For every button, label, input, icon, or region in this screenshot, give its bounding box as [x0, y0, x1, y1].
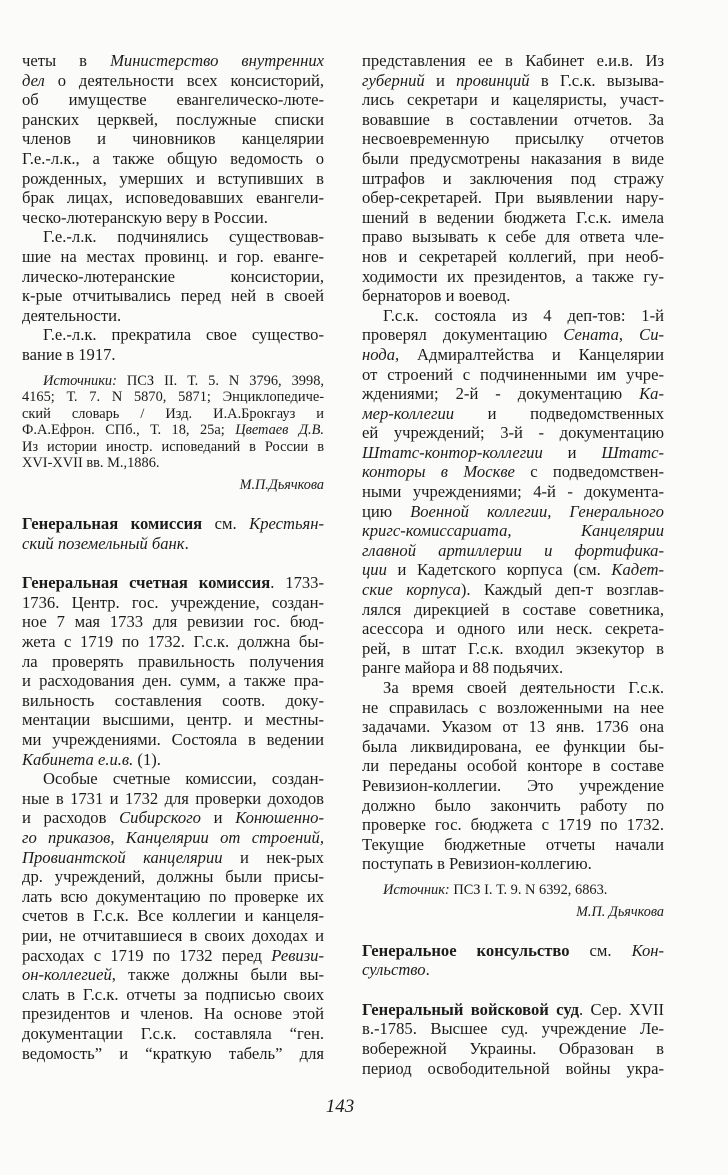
text: к-рые отчитывались перед ней в своей: [22, 286, 324, 306]
text: ,: [110, 827, 126, 847]
text-line: [22, 867, 324, 887]
text: обер-секретарей. При выявлении нару-: [362, 188, 664, 208]
text: бернаторов и воевод.: [362, 286, 511, 306]
text-line: [362, 365, 664, 385]
text-line: [22, 208, 324, 228]
sources-note: [22, 373, 324, 473]
text-line: [22, 946, 324, 966]
text-line: [22, 789, 324, 809]
text-line: [362, 903, 664, 921]
text: лись секретари и кацеляристы, участ-: [362, 90, 664, 110]
text-line: [362, 717, 664, 737]
text: . Сер. XVII: [578, 999, 664, 1019]
text: и расходования ден. сумм, а также пра-: [22, 671, 324, 691]
text-line: [22, 476, 324, 494]
text-line: [362, 882, 664, 899]
text-line: [362, 678, 664, 698]
paragraph: [22, 51, 324, 227]
text-line: [362, 658, 664, 678]
text-line: [362, 756, 664, 776]
text: XVI-XVII вв. М.,1886.: [22, 455, 160, 472]
text-line: [362, 188, 664, 208]
italic-text: Конюшенно-: [235, 808, 324, 828]
italic-text: ские корпуса: [362, 580, 461, 600]
text: об имуществе евангелическо-люте-: [22, 90, 324, 110]
italic-text: кригс-комиссариата,: [362, 521, 512, 541]
text-line: [362, 835, 664, 855]
text: президентов и членов. На основе этой: [22, 1004, 324, 1024]
text: период освободительной войны укра-: [362, 1058, 664, 1078]
author-signature: [22, 476, 324, 494]
text: ческо-лютеранскую веру в России.: [22, 207, 268, 227]
text: вильность составления соотв. доку-: [22, 690, 324, 710]
text-line: [22, 90, 324, 110]
text: вовавшие в составлении отчетов. За: [362, 109, 664, 129]
text-line: [362, 71, 664, 91]
entry-headword: Генеральное консульство: [362, 940, 570, 960]
text: 1736. Центр. гос. учреждение, создан-: [22, 592, 324, 612]
text-line: [362, 1059, 664, 1079]
text: жета с 1719 по 1732. Г.с.к. должна бы-: [22, 632, 324, 652]
text: ли переданы особой конторе в составе: [362, 756, 664, 776]
text-line: [22, 1044, 324, 1064]
text: см.: [569, 940, 632, 960]
italic-text: Кон-: [631, 940, 664, 960]
paragraph: [22, 769, 324, 1063]
text: Г.е.-л.к., а также общую ведомость о: [22, 148, 324, 168]
text: ла проверять правильность получения: [22, 651, 324, 671]
text-line: [22, 110, 324, 130]
text-line: [22, 534, 324, 554]
text-line: [22, 345, 324, 365]
text-line: [22, 632, 324, 652]
text: ждениями; 2-й - документацию: [362, 384, 640, 404]
text: представления ее в Кабинет е.и.в. Из: [362, 51, 664, 70]
text-line: [362, 51, 664, 71]
text-line: [362, 423, 664, 443]
text: (1).: [133, 749, 161, 769]
text: рей, в штат Г.с.к. входил экзекутор в: [362, 638, 664, 658]
text: .: [184, 533, 189, 553]
text: расходах с 1719 по 1732 перед: [22, 945, 272, 965]
left-column: [22, 51, 324, 1063]
italic-text: нода: [362, 344, 396, 364]
text-line: [362, 541, 664, 561]
text: и: [200, 808, 236, 828]
text-line: [22, 422, 324, 439]
text-line: [362, 345, 664, 365]
text: Ф.А.Ефрон. СПб., Т. 18, 25а;: [22, 422, 236, 439]
text: др. учреждений, должны были присы-: [22, 867, 324, 887]
text: Г.е.-л.к. подчинялись существовав-: [43, 227, 324, 247]
text-line: [22, 750, 324, 770]
text: ранских церквей, послужные списки: [22, 109, 324, 129]
text: несвоевременную присылку отчетов: [362, 129, 664, 149]
text: и: [542, 442, 602, 462]
text-line: [22, 710, 324, 730]
text: ходимости их президентов, а также гу-: [362, 266, 664, 286]
text-line: [362, 149, 664, 169]
text: штрафов и заключения под стражу: [362, 168, 664, 188]
italic-text: Кабинета е.и.в.: [22, 749, 134, 769]
dictionary-entry: [22, 514, 324, 553]
text: вание в 1917.: [22, 344, 116, 364]
italic-text: Источник:: [383, 881, 450, 898]
text-line: [362, 854, 664, 874]
text-line: [22, 1004, 324, 1024]
text-line: [22, 389, 324, 406]
text-line: [22, 71, 324, 91]
text-line: [22, 51, 324, 71]
text: в Г.с.к. вызыва-: [529, 70, 664, 90]
text-line: [22, 227, 324, 247]
text-line: [22, 573, 324, 593]
italic-text: Штатс-контор-коллегии: [362, 442, 543, 462]
text: рожденных, умерших и вступивших в: [22, 168, 324, 188]
text-line: [362, 521, 664, 541]
text: и подведомственных: [454, 403, 664, 423]
text-line: [22, 267, 324, 287]
italic-text: Провиантской канцелярии: [22, 847, 223, 867]
text-line: [362, 639, 664, 659]
text: ПСЗ I. Т. 9. N 6392, 6863.: [449, 881, 608, 898]
text-line: [362, 404, 664, 424]
text: счетов в Г.с.к. Все коллегии и канцеля-: [22, 906, 324, 926]
text: лать всю документацию по проверке их: [22, 886, 324, 906]
text: М.П. Дьячкова: [576, 903, 664, 920]
text: была ликвидирована, ее функции бы-: [362, 736, 664, 756]
text-line: [22, 887, 324, 907]
italic-text: губерний: [362, 70, 425, 90]
text: ский словарь / Изд. И.А.Брокгауз и: [22, 405, 324, 422]
page-number: 143: [325, 1096, 355, 1117]
text-line: [362, 560, 664, 580]
text: и: [424, 70, 457, 90]
text-line: [362, 1000, 664, 1020]
text-line: [362, 776, 664, 796]
text-line: [362, 247, 664, 267]
text: ными учреждениями; 4-й - документа-: [362, 482, 664, 502]
text: о деятельности всех консисторий,: [44, 70, 324, 90]
text: брак лицах, исповедовавших евангели-: [22, 188, 324, 208]
italic-text: Министерство внутренних: [110, 51, 324, 70]
text-line: [362, 580, 664, 600]
text-line: [22, 906, 324, 926]
italic-text: мер-коллегии: [362, 403, 455, 423]
text-line: [362, 306, 664, 326]
text: ми учреждениями. Состояла в ведении: [22, 730, 324, 749]
italic-text: провинций: [456, 70, 530, 90]
author-signature: [362, 903, 664, 921]
italic-text: Военной коллегии, Генерального: [410, 501, 664, 521]
text: .: [425, 960, 430, 980]
italic-text: Кадет-: [611, 560, 664, 580]
italic-text: Си-: [639, 325, 664, 345]
text-line: [22, 325, 324, 345]
text: шие на местах провинц. и гор. еванге-: [22, 246, 324, 266]
text: вобережной Украины. Образован в: [362, 1038, 664, 1058]
italic-text: ский поземельный банк: [22, 533, 185, 553]
text-line: [22, 652, 324, 672]
text-line: [22, 169, 324, 189]
text: право вызывать к себе для ответа чле-: [362, 227, 664, 247]
italic-text: Канцелярии: [580, 521, 664, 541]
text-line: [362, 941, 664, 961]
text: Ревизион-коллегии. Это учреждение: [362, 775, 664, 795]
text-line: [22, 439, 324, 456]
text-line: [362, 698, 664, 718]
text: асессора и одного или неск. секрета-: [362, 619, 664, 639]
text-line: [22, 848, 324, 868]
text-line: [362, 462, 664, 482]
text: от строений с подчиненными им учре-: [362, 364, 664, 384]
text-line: [22, 129, 324, 149]
italic-text: дел: [22, 70, 45, 90]
text: ). Каждый деп-т возглав-: [460, 580, 664, 600]
text-line: [362, 960, 664, 980]
text-line: [22, 149, 324, 169]
text: , также должны были вы-: [111, 965, 324, 985]
sources-note: [362, 882, 664, 899]
text: были предусмотрены наказания в виде: [362, 148, 664, 168]
text: и нек-рых: [222, 847, 324, 867]
text: Из истории иностр. исповеданий в России в: [22, 438, 324, 455]
text: членов и чиновников канцелярии: [22, 129, 324, 149]
text-line: [22, 965, 324, 985]
text: [512, 521, 581, 540]
italic-text: го приказов: [22, 827, 111, 847]
text: должно было закончить работу по: [362, 795, 664, 815]
text: ные в 1731 и 1732 для проверки доходов: [22, 788, 324, 808]
text-line: [22, 1024, 324, 1044]
text: слать в Г.с.к. отчеты за подписью своих: [22, 984, 324, 1004]
italic-text: Сената: [563, 325, 619, 345]
text-line: [362, 267, 664, 287]
text-line: [22, 985, 324, 1005]
italic-text: Цветаев Д.В.: [235, 422, 324, 439]
text: поступать в Ревизион-коллегию.: [362, 854, 592, 874]
text-line: [22, 188, 324, 208]
text: четы в: [22, 51, 111, 70]
text: проверял документацию: [362, 325, 564, 345]
right-column: [362, 51, 664, 1078]
text-line: [22, 926, 324, 946]
paragraph: [362, 51, 664, 306]
text: ментации высшими, центр. и местны-: [22, 710, 324, 730]
italic-text: сульство: [362, 960, 426, 980]
text-line: [362, 286, 664, 306]
text-line: [22, 808, 324, 828]
paragraph: [362, 678, 664, 874]
text-line: [22, 306, 324, 326]
text-line: [22, 612, 324, 632]
text: деятельности.: [22, 305, 122, 325]
text-line: [362, 600, 664, 620]
text: цию: [362, 501, 411, 521]
text-line: [22, 455, 324, 472]
text: Г.е.-л.к. прекратила свое существо-: [43, 325, 324, 345]
text-line: [362, 1019, 664, 1039]
dictionary-entry: [362, 941, 664, 980]
text: шений в ведении бюджета Г.с.к. имела: [362, 207, 664, 227]
text: ранге майора и 88 подьячих.: [362, 658, 564, 678]
text-line: [362, 1039, 664, 1059]
text-line: [22, 514, 324, 534]
text-line: [362, 737, 664, 757]
text-line: [22, 671, 324, 691]
text-line: [22, 373, 324, 390]
text-line: [362, 90, 664, 110]
italic-text: он-коллегией: [22, 965, 112, 985]
text: задачами. Указом от 13 янв. 1736 она: [362, 717, 664, 737]
text: лическо-лютеранские консистории,: [22, 266, 324, 286]
text: Особые счетные комиссии, создан-: [43, 769, 324, 789]
entry-headword: Генеральная счетная комиссия: [22, 573, 271, 593]
text-line: [362, 169, 664, 189]
text: в.-1785. Высшее суд. учреждение Ле-: [362, 1019, 664, 1039]
text: см.: [202, 514, 250, 534]
italic-text: Штатс-: [601, 442, 664, 462]
text-line: [362, 227, 664, 247]
text: не справилась с возложенными на нее: [362, 697, 664, 717]
text-line: [362, 619, 664, 639]
text: За время своей деятельности Г.с.к.: [383, 678, 664, 697]
italic-text: Ревизи-: [271, 945, 324, 965]
italic-text: Ка-: [639, 384, 664, 404]
text-line: [362, 502, 664, 522]
text-line: [362, 208, 664, 228]
text: ное 7 мая 1733 для ревизии гос. бюд-: [22, 612, 324, 632]
text: ,: [618, 325, 640, 345]
text-line: [22, 406, 324, 423]
text: с подведомствен-: [514, 462, 664, 482]
text-line: [362, 110, 664, 130]
text-line: [22, 593, 324, 613]
text-line: [362, 815, 664, 835]
paragraph: [22, 325, 324, 364]
text: Текущие бюджетные отчеты начали: [362, 834, 664, 854]
text-line: [22, 247, 324, 267]
text-line: [22, 769, 324, 789]
paragraph: [22, 227, 324, 325]
text: и расходов: [22, 808, 120, 828]
text-line: [362, 482, 664, 502]
paragraph: [362, 306, 664, 678]
text: проверке гос. бюджета с 1719 по 1732.: [362, 815, 664, 835]
text: М.П.Дьячкова: [239, 477, 324, 494]
text-line: [362, 443, 664, 463]
entry-headword: Генеральный войсковой суд: [362, 999, 579, 1019]
italic-text: ции: [362, 560, 387, 580]
dictionary-entry: [362, 1000, 664, 1078]
text: документации Г.с.к. составляла “ген.: [22, 1023, 324, 1043]
italic-text: конторы в Москве: [362, 462, 515, 482]
text: ведомость” и “краткую табель” для: [22, 1043, 324, 1063]
text-line: [22, 691, 324, 711]
text: . 1733-: [270, 573, 324, 593]
text-line: [362, 796, 664, 816]
text-line: [22, 286, 324, 306]
entry-headword: Генеральная комиссия: [22, 514, 203, 534]
text: рии, не отчитавшиеся в своих доходах и: [22, 925, 324, 945]
text-line: [362, 384, 664, 404]
text-line: [22, 730, 324, 750]
text-line: [362, 325, 664, 345]
italic-text: Источники:: [43, 372, 117, 389]
text: Г.с.к. состояла из 4 деп-тов: 1-й: [383, 305, 664, 325]
text: лялся дирекцией в составе советника,: [362, 599, 664, 619]
text: , Адмиралтейства и Канцелярии: [395, 344, 664, 364]
text: и Кадетского корпуса (см.: [386, 560, 612, 580]
dictionary-entry: [22, 573, 324, 769]
text: ПСЗ II. Т. 5. N 3796, 3998,: [116, 372, 324, 389]
text: 4165; Т. 7. N 5870, 5871; Энциклопедиче-: [22, 389, 324, 406]
italic-text: Канцелярии от строений,: [125, 827, 324, 847]
text-line: [362, 129, 664, 149]
italic-text: Крестьян-: [249, 514, 324, 534]
italic-text: главной артиллерии и фортифика-: [362, 540, 664, 560]
text: ей учреждений; 3-й - документацию: [362, 423, 664, 443]
text-line: [22, 828, 324, 848]
text: нов и секретарей коллегий, при необ-: [362, 246, 664, 266]
italic-text: Сибирского: [119, 808, 201, 828]
